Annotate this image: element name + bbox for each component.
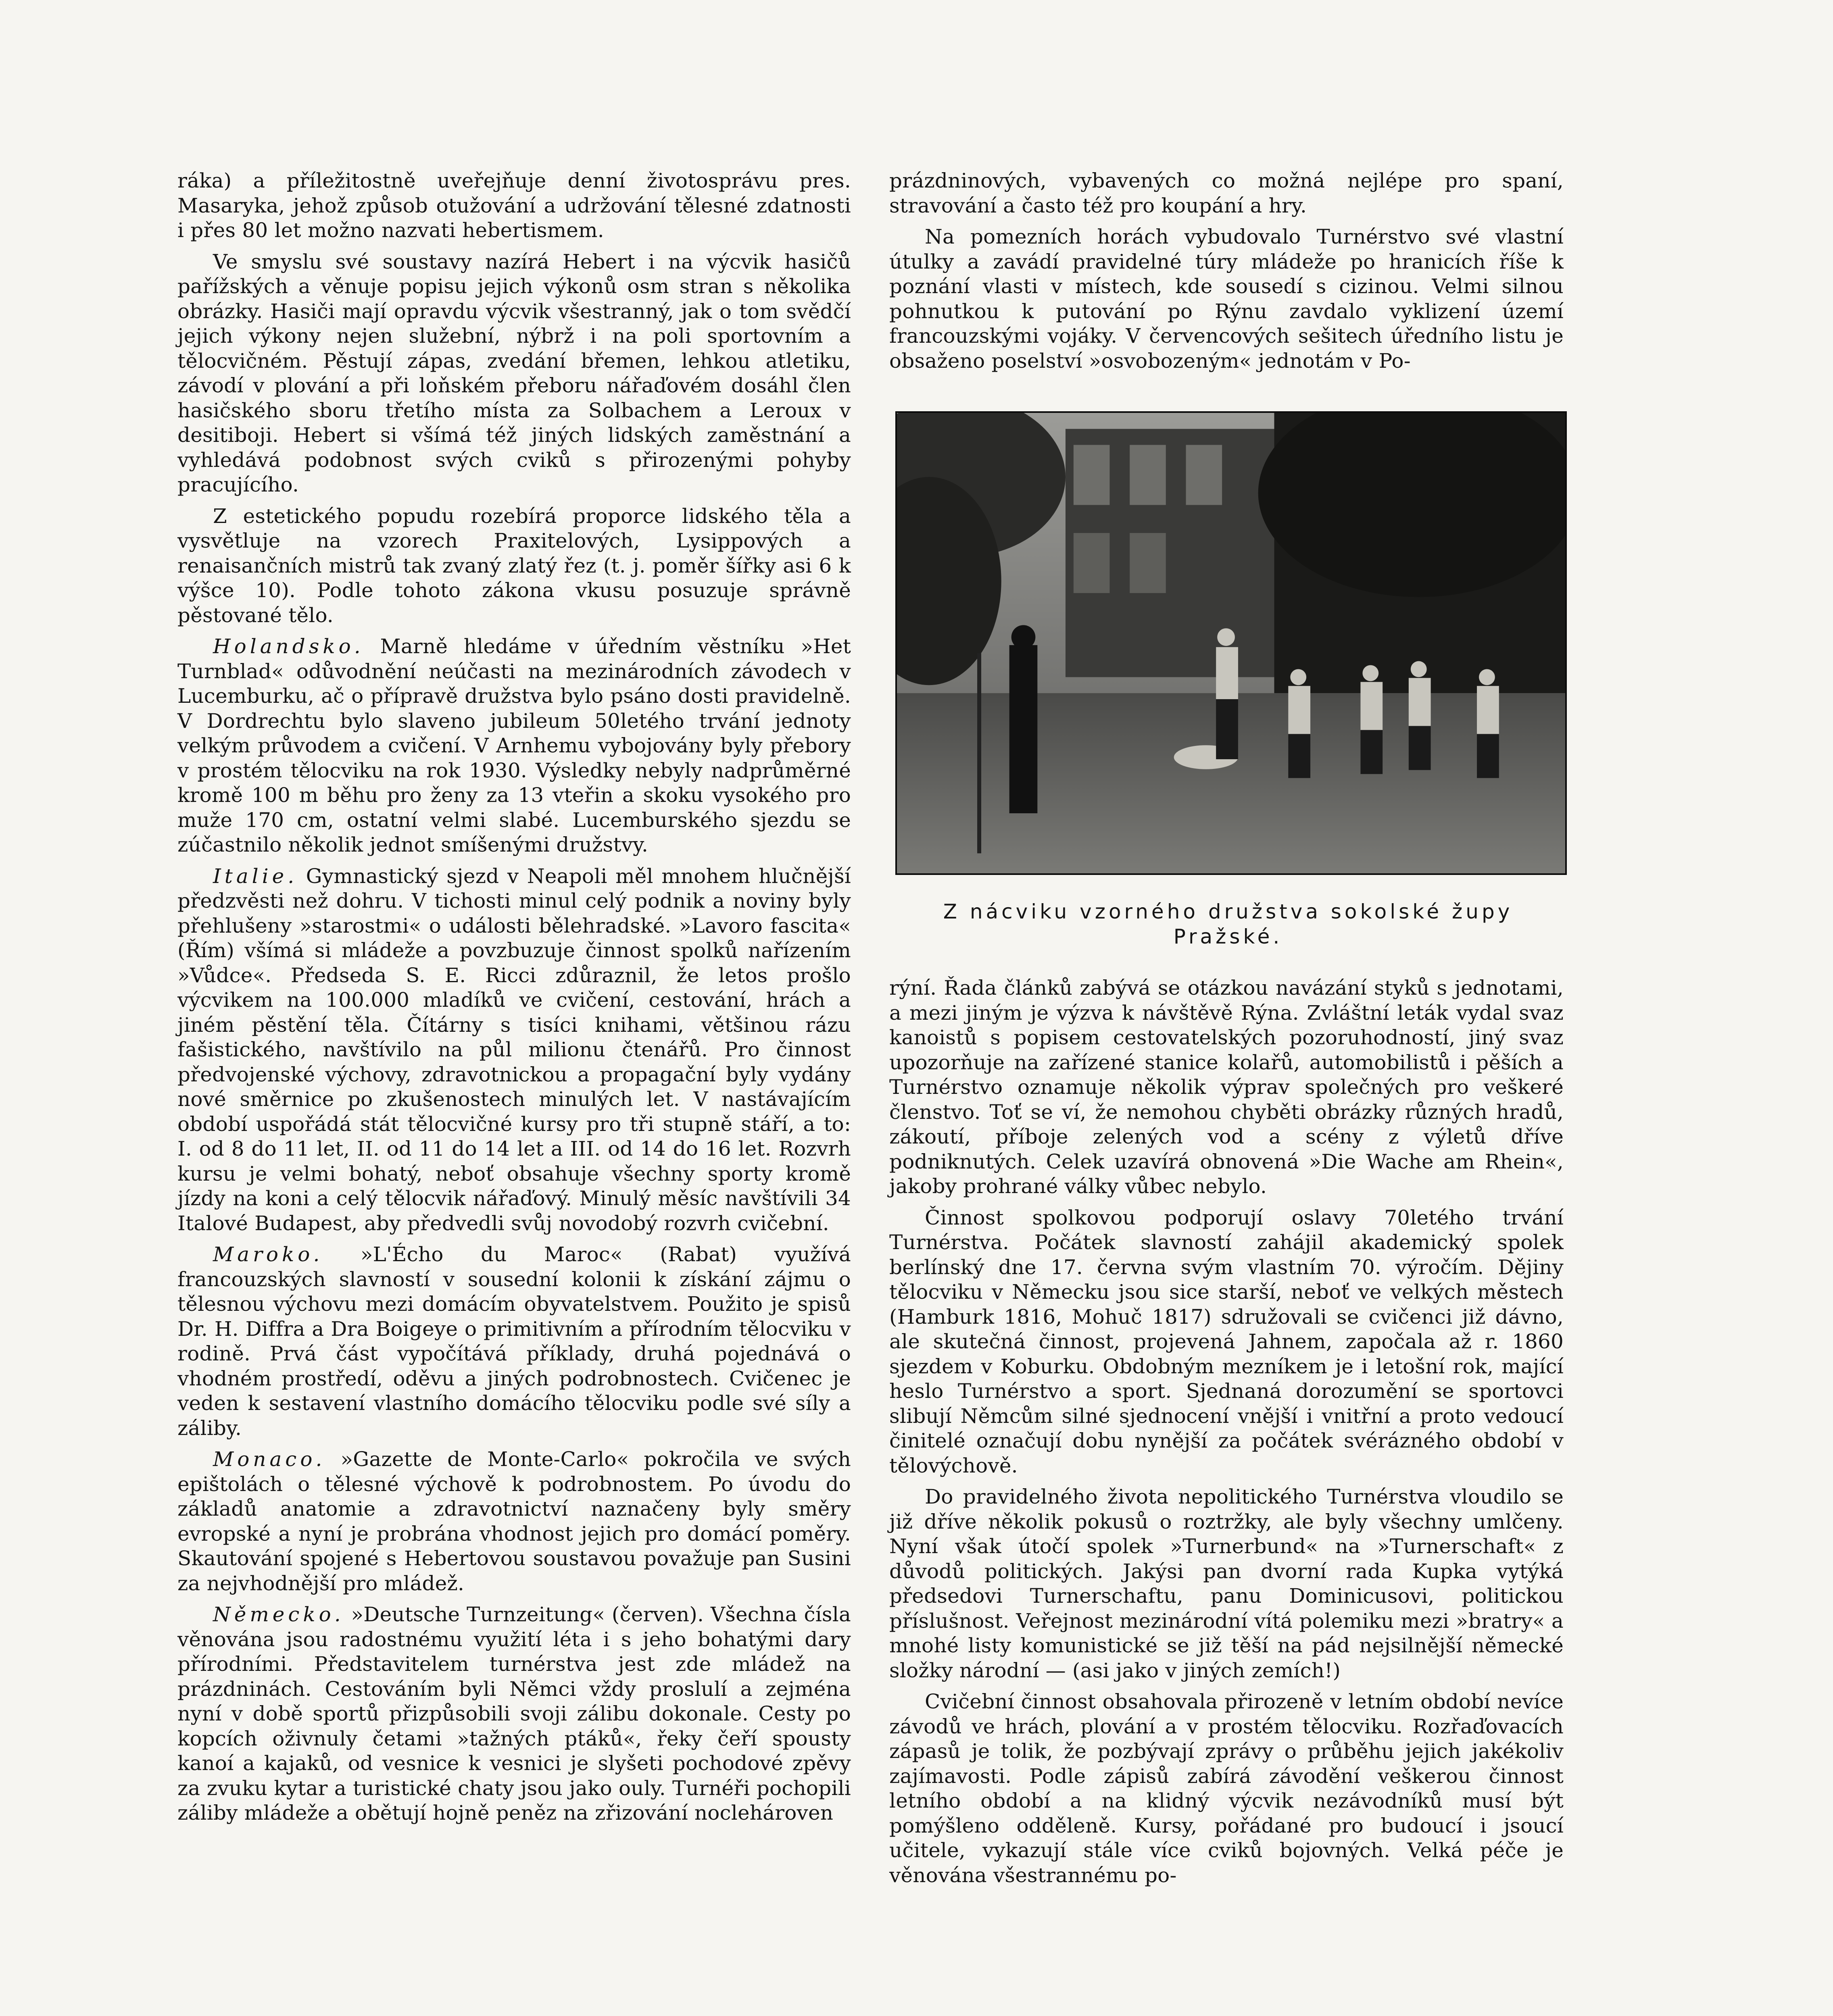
section-heading: Monaco. [213,1447,326,1471]
paragraph: Činnost spolkovou podporují oslavy 70letého trvání Turnérstva. Počátek slavností zahájil akademický spolek berlínský dne 17. června svým vlastním 70. výročím. Dějiny tělocviku v Německu jsou sice starší, neboť ve velkých městech (Hamburk 1816, Mohuč 1817) sdružovali se cvičenci již dávno, ale skutečná činnost, projevená Jahnem, započala až r. 1860 sjezdem v Koburku. Obdobným mezníkem je i letošní rok, mající heslo Turnérstvo a sport. Sjednaná dorozumění se sportovci slibují Němcům silné sjednocení vnější i vnitřní a proto vedoucí činitelé označují dobu nynější za počátek svérázného období v tělovýchově. [889,1206,1564,1477]
paragraph [177,864,851,1236]
section-text: »L'Écho du Maroc« (Rabat) využívá francouzských slavností v sousední kolonii k získání zájmu o tělesnou výchovu mezi domácím obyvatelstvem. Použito je spisů Dr. H. Diffra a Dra Boigeye o primitivním a přírodním tělocviku v rodině. Prvá část vypočítává příklady, druhá pojednává o vhodném prostředí, oděvu a jiných podrobnostech. Cvičenec je veden k sestavení vlastního domácího tělocviku podle své síly a záliby. [177,1243,851,1440]
photo-drawing [897,413,1565,873]
paragraph: Na pomezních horách vybudovalo Turnérstvo své vlastní útulky a zavádí pravidelné túry mládeže po hranicích říše k poznání vlasti v místech, kde sousedí s cizinou. Velmi silnou pohnutkou k putování po Rýnu zavdalo vyklizení území francouzskými vojáky. V červencových sešitech úředního listu je obsaženo poselství »osvobozeným« jednotám v Po- [889,225,1564,373]
paragraph: rýní. Řada článků zabývá se otázkou navázání styků s jednotami, a mezi jiným je výzva k návštěvě Rýna. Zvláštní leták vydal svaz kanoistů s popisem cestovatelských pozoruhodností, jiný svaz upozorňuje na zařízené stanice kolařů, automobilistů i pěších a Turnérstvo oznamuje několik výprav společných pro veškeré členstvo. Toť se ví, že nemohou chyběti obrázky různých hradů, zákoutí, příboje zelených vod a scény z výletů dříve podniknutých. Celek uzavírá obnovená »Die Wache am Rhein«, jakoby prohrané války vůbec nebylo. [889,976,1564,1198]
paragraph: prázdninových, vybavených co možná nejlépe pro spaní, stravování a často též pro koupání a hry. [889,169,1564,217]
section-text: »Deutsche Turnzeitung« (červen). Všechna čísla věnována jsou radostnému využití léta i s jeho bohatými dary přírodními. Představitelem turnérstva jest zde mládež na prázdninách. Cestováním byli Němci vždy proslulí a zejména nyní v době sportů přizpůsobili svoji zálibu dokonale. Cesty po kopcích oživnuly četami »tažných ptáků«, řeky čeří spousty kanoí a kajaků, od vesnice k vesnici je slyšeti pochodové zpěvy za zvuku kytar a turistické chaty jsou jako ouly. Turnéři pochopili záliby mládeže a obětují hojně peněz na zřizování noclehároven [177,1603,851,1824]
paragraph: ráka) a příležitostně uveřejňuje denní životosprávu pres. Masaryka, jehož způsob otužování a udržování tělesné zdatnosti i přes 80 let možno nazvati hebertismem. [177,169,851,242]
photo-caption: Z nácviku vzorného družstva sokolské župy Pražské. [943,900,1513,948]
section-text: »Gazette de Monte-Carlo« pokročila ve svých epištolách o tělesné výchově k podrobnostem. Po úvodu do základů anatomie a zdravotnictví naznačeny byly směry evropské a nyní je probrána vhodnost jejich pro domácí poměry. Skautování spojené s Hebertovou soustavou považuje pan Susini za nejvhodnější pro mládež. [177,1447,851,1595]
paragraph: Cvičební činnost obsahovala přirozeně v letním období nevíce závodů ve hrách, plování a v prostém tělocviku. Rozřaďovacích zápasů je tolik, že pozbývají zprávy o průběhu jejich jakékoliv zajímavosti. Podle zápisů zabírá závodění veškerou činnost letního období a na klidný výcvik nezávodníků musí být pomýšleno odděleně. Kursy, pořádané pro budoucí i jsoucí učitele, vykazují stále více cviků bojovných. Velká péče je věnována všestrannému po- [889,1690,1564,1887]
section-heading: Maroko. [213,1243,323,1266]
paragraph [177,1447,851,1596]
right-column-bottom [889,976,1564,2008]
paragraph: Do pravidelného života nepolitického Turnérstva vloudilo se již dříve několik pokusů o roztržky, ale byly všechny umlčeny. Nyní však útočí spolek »Turnerbund« na »Turnerschaft« z důvodů politických. Jakýsi pan dvorní rada Kupka vytýká předsedovi Turnerschaftu, panu Dominicusovi, politickou příslušnost. Veřejnost mezinárodní vítá polemiku mezi »bratry« a mnohé listy komunistické se již těší na pád nejsilnější německé složky národní — (asi jako v jiných zemích!) [889,1485,1564,1682]
photo-gymnasts-icon [895,411,1567,875]
section-text: Gymnastický sjezd v Neapoli měl mnohem hlučnější předzvěsti než dohru. V tichosti minul celý podnik a noviny byly přehlušeny »starostmi« o události bělehradské. »Lavoro fascita« (Řím) všímá si mládeže a povzbuzuje činnost spolků nařízením »Vůdce«. Předseda S. E. Ricci zdůraznil, že letos prošlo výcvikem na 100.000 mladíků ve cvičení, cestování, hrách a jiném pěstění těla. Čítárny s tisíci knihami, většinou rázu fašistického, navštívilo na půl milionu čtenářů. Pro činnost předvojenské výchovy, zdravotnickou a propagační byly vydány nové směrnice po zkušenostech minulých let. V nastávajícím období uspořádá stát tělocvičné kursy pro tři stupně stáří, a to: I. od 8 do 11 let, II. od 11 do 14 let a III. od 14 do 16 let. Rozvrh kursu je velmi bohatý, neboť obsahuje všechny sporty kromě jízdy na koni a celý tělocvik nářaďový. Minulý měsíc navštívili 34 Italové Budapest, aby předvedli svůj novodobý rozvrh cvičební. [177,864,851,1235]
left-column [177,169,851,2016]
section-text: Marně hledáme v úředním věstníku »Het Turnblad« odůvodnění neúčasti na mezinárodních závodech v Lucemburku, ač o přípravě družstva bylo psáno dosti pravidelně. V Dordrechtu bylo slaveno jubileum 50letého trvání jednoty velkým průvodem a cvičení. V Arnhemu vybojovány byly přebory v prostém tělocviku na rok 1930. Výsledky nebyly nadprůměrné kromě 100 m běhu pro ženy za 13 vteřin a skoku vysokého pro muže 170 cm, ostatní velmi slabé. Lucemburského sjezdu se zúčastnilo několik jednot smíšenými družstvy. [177,635,851,856]
paragraph [177,634,851,858]
section-heading: Holandsko. [213,635,364,658]
section-heading: Italie. [213,864,298,888]
right-column-top [889,169,1564,394]
paragraph: Ve smyslu své soustavy nazírá Hebert i na výcvik hasičů pařížských a věnuje popisu jejich výkonů osm stran s několika obrázky. Hasiči mají opravdu výcvik všestranný, jak o tom svědčí jejich výkony nejen služební, nýbrž i na poli sportovním a tělocvičném. Pěstují zápas, zvedání břemen, lehkou atletiku, závodí v plování a při loňském přeboru nářaďovém dosáhl člen hasičského sboru třetího místa za Solbachem a Leroux v desitiboji. Hebert si všímá též jiných lidských zaměstnání a vyhledává podobnost svých cviků s přirozenými pohyby pracujícího. [177,250,851,496]
paragraph [177,1602,851,1826]
section-heading: Německo. [213,1603,344,1626]
paragraph [177,1242,851,1441]
paragraph: Z estetického popudu rozebírá proporce lidského těla a vysvětluje na vzorech Praxitelových, Lysippových a renaisančních mistrů tak zvaný zlatý řez (t. j. poměr šířky asi 6 k výšce 10). Podle tohoto zákona vkusu posuzuje správně pěstované tělo. [177,504,851,627]
